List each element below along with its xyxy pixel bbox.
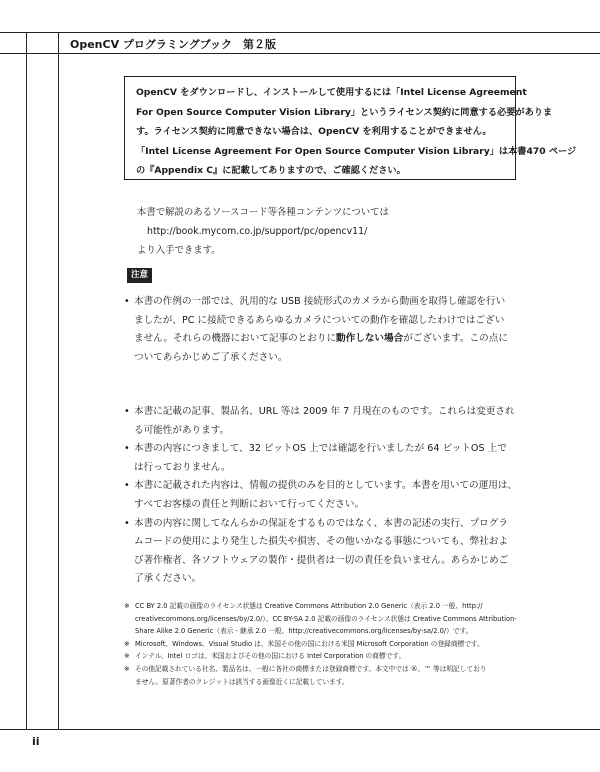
footnote <box>124 650 530 663</box>
source-info-line: より入手できます。 <box>137 245 221 257</box>
caution-text-line <box>134 330 524 349</box>
license-line: す。ライセンス契約に同意できない場合は、OpenCV を利用することができません。 <box>136 126 492 138</box>
caution-text-line: ついてあらかじめご了承ください。 <box>134 351 288 363</box>
header-top-rule <box>0 32 600 33</box>
bullet-icon: • <box>124 296 130 307</box>
bullet-icon: • <box>124 443 130 455</box>
disclaimer-list <box>124 403 524 589</box>
license-line: For Open Source Computer Vision Library」というライセンス契約に同意する必要がありま <box>136 106 553 118</box>
footnote-mark: ※ <box>124 652 130 661</box>
disclaimer-line: 本書の内容につきまして、32 ビットOS 上では確認を行いましたが 64 ビットOS 上で <box>134 443 507 455</box>
disclaimer-line: すべてお客様の責任と判断において行ってください。 <box>134 498 365 510</box>
source-info-line: 本書で解説のあるソースコード等各種コンテンツについては <box>137 207 389 218</box>
footnote-mark: ※ <box>124 639 130 648</box>
footnote-mark: ※ <box>124 602 130 610</box>
caution-list <box>124 293 524 367</box>
caution-text: がございます。この点に <box>403 333 508 345</box>
footnote-mark: ※ <box>124 664 130 673</box>
footnote <box>124 663 530 688</box>
list-item <box>124 293 524 367</box>
list-item <box>124 440 524 477</box>
footnote <box>124 600 530 638</box>
list-item <box>124 403 524 440</box>
license-line: 「Intel License Agreement For Open Source Computer Vision Library」は本書470 ページ <box>136 145 577 157</box>
caution-text-line: ましたが、PC に接続できるあらゆるカメラについての動作を確認したわけではござい <box>134 314 505 326</box>
caution-emphasis: 動作しない場合 <box>336 333 404 345</box>
disclaimer-line: 了承ください。 <box>134 573 202 585</box>
margin-rule-inner <box>58 32 59 729</box>
footnote <box>124 638 530 651</box>
footnotes <box>124 600 530 688</box>
list-item <box>124 515 524 589</box>
footnote-line: インテル、Intel ロゴは、米国およびその他の国における Intel Corporation の商標です。 <box>135 652 406 661</box>
caution-label: 注意 <box>127 268 152 283</box>
disclaimer-line: 本書に記載の記事、製品名、URL 等は 2009 年 7 月現在のものです。これらは変更され <box>134 406 515 417</box>
page-number: ii <box>32 735 40 748</box>
margin-rule-outer <box>26 32 27 729</box>
license-notice-box <box>124 76 577 180</box>
running-header-title: OpenCV プログラミングブック 第２版 <box>70 38 276 51</box>
bullet-icon: • <box>124 517 130 529</box>
footer-rule <box>0 729 600 730</box>
license-line: の『Appendix C』に記載してありますので、ご確認ください。 <box>136 165 406 177</box>
disclaimer-line: る可能性があります。 <box>134 424 230 436</box>
support-url: http://book.mycom.co.jp/support/pc/opencv11/ <box>147 226 368 238</box>
footnote-line: ません。原著作者のクレジットは該当する画像近くに記載しています。 <box>135 677 349 686</box>
bullet-icon: • <box>124 406 130 417</box>
disclaimer-line: 本書の内容に関してなんらかの保証をするものではなく、本書の記述の実行、プログラ <box>134 517 508 529</box>
footnote-line: Share Alike 2.0 Generic（表示 - 継承 2.0 一般、http://creativecommons.org/licenses/by-sa/2.0/）です。 <box>135 627 473 636</box>
footnote-line: creativecommons.org/licenses/by/2.0/）、CC BY-SA 2.0 記載の画像のライセンス状態は Creative Commons Attribution- <box>135 614 517 623</box>
source-code-info <box>137 203 389 261</box>
list-item <box>124 477 524 514</box>
caution-text-line: 本書の作例の一部では、汎用的な USB 接続形式のカメラから動画を取得し確認を行い <box>134 296 506 307</box>
footnote-line: CC BY 2.0 記載の画像のライセンス状態は Creative Commons Attribution 2.0 Generic（表示 2.0 一般、http:// <box>135 602 483 610</box>
bullet-icon: • <box>124 480 130 492</box>
disclaimer-line: 本書に記載された内容は、情報の提供のみを目的としています。本書を用いての運用は、 <box>134 480 517 492</box>
footnote-line: Microsoft、Windows、Visual Studio は、米国その他の国における米国 Microsoft Corporation の登録商標です。 <box>135 639 484 648</box>
disclaimer-line: び著作権者、各ソフトウェアの製作・提供者は一切の責任を負いません。あらかじめご <box>134 554 509 566</box>
disclaimer-line: ムコードの使用により発生した損失や損害、その他いかなる事態についても、弊社およ <box>134 536 508 548</box>
disclaimer-line: は行っておりません。 <box>134 461 231 473</box>
license-line: OpenCV をダウンロードし、インストールして使用するには「Intel License Agreement <box>136 87 527 98</box>
footnote-line: その他記載されている社名、製品名は、一般に各社の商標または登録商標です。本文中では ®、™ 等は明記しており <box>135 664 487 673</box>
header-bottom-rule <box>0 53 600 54</box>
caution-text: ません。それらの機器において記事のとおりに <box>134 333 337 345</box>
